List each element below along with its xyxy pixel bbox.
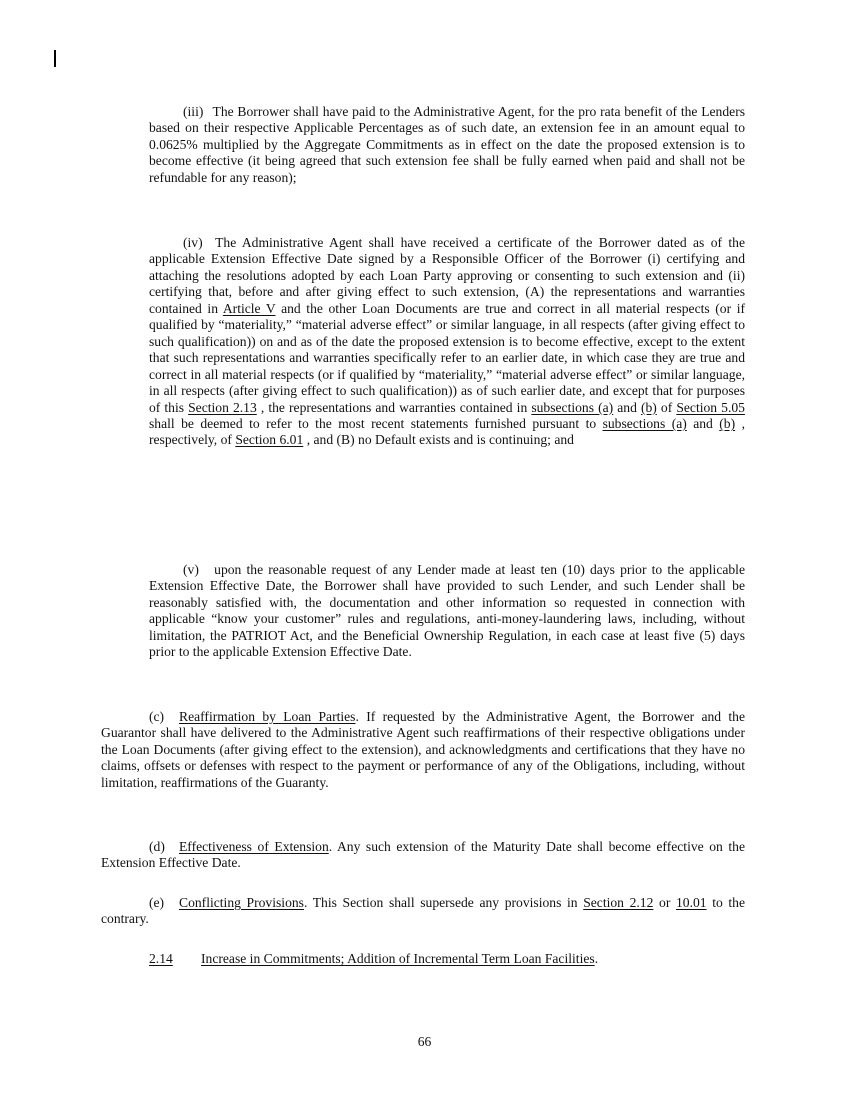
cross-reference-link[interactable]: 10.01 [675,895,707,910]
paragraph-title: Conflicting Provisions [179,895,304,910]
cross-reference-link[interactable]: Article V [222,300,276,316]
paragraph-title: Reaffirmation by Loan Parties [179,709,356,724]
paragraph-text: . Any such extension of the Maturity Date shall become effective on the Extension Effective Date. [101,839,745,871]
paragraph-text: . If requested by the Administrative Agent, the Borrower and the Guarantor shall have delivered to the Administrative Agent such reaffirmations of their respective obligations under the Loan Documents (after giving effect to the extension), and acknowledgments and certifications that they have no claims, offsets or defenses with respect to the payment or performance of any of the Obligations, including, without limitation, reaffirmations of the Guaranty. [101,709,746,790]
section-title: Increase in Commitments; Addition of Incremental Term Loan Facilities [201,951,595,966]
cross-reference-link[interactable]: subsections (a) [602,415,687,431]
revision-bar [54,50,56,67]
text-run: , the representations and warranties contained in [260,399,532,415]
text-run: and [617,399,641,415]
cross-reference-link[interactable]: Section 6.01 [235,432,304,448]
text-run: The Administrative Agent shall have received a certificate of the Borrower dated as of the applicable Extension Effective Date signed by a Responsible Officer of the Borrower (i) certifying and attaching the resolutions adopted by each Loan Party approving or consenting to such extension and (ii) certifying that, before and after giving effect to such extension, (A) the representations and warranties contained in [149,235,745,316]
text-run: shall be deemed to refer to the most recent statements furnished pursuant to [149,415,603,431]
cross-reference-link[interactable]: (b) [719,415,736,431]
cross-reference-link[interactable]: (b) [640,399,657,415]
text-run: , respectively, of [149,415,745,448]
paragraph-text: upon the reasonable request of any Lender made at least ten (10) days prior to the applicable Extension Effective Date, the Borrower shall have provided to such Lender, and such Lender shall be reasonably satisfied with, the documentation and other information so requested in connection with applicable “know your customer” rules and regulations, anti-money-laundering laws, including, without limitation, the PATRIOT Act, and the Beneficial Ownership Regulation, in each case at least five (5) days prior to the applicable Extension Effective Date. [149,562,745,660]
cross-reference-link[interactable]: Section 5.05 [676,399,745,415]
text-run: . This Section shall supersede any provisions in [303,895,584,910]
paragraph-v [149,562,745,661]
text-run: and [693,415,720,431]
paragraph-label: (e) [149,895,165,910]
paragraph-iv [149,235,745,449]
cross-reference-link[interactable]: Section 2.12 [583,895,654,910]
section-number: 2.14 [149,951,173,966]
paragraph-label: (iii) [183,104,204,119]
text-run: , and (B) no Default exists and is continuing; and [306,432,574,448]
cross-reference-link[interactable]: Section 2.13 [188,399,257,415]
text-run: of [660,399,677,415]
text-run: to the contrary. [101,895,746,927]
paragraph-d [101,839,745,872]
paragraph-label: (iv) [183,235,203,250]
paragraph-title: Effectiveness of Extension [179,839,329,854]
paragraph-label: (v) [183,562,199,577]
text-run: or [653,895,676,910]
page-number: 66 [417,1034,432,1049]
section-title-period: . [594,951,599,966]
paragraph-label: (d) [149,839,165,854]
paragraph-e [101,895,745,928]
paragraph-c [101,709,745,791]
section-heading-2-14 [149,951,598,967]
paragraph-text: The Borrower shall have paid to the Administrative Agent, for the pro rata benefit of the Lenders based on their respective Applicable Percentages as of such date, an extension fee in an amount equal to 0.0625% multiplied by the Aggregate Commitments as in effect on the date the proposed extension is to become effective (it being agreed that such extension fee shall be fully earned when paid and shall not be refundable for any reason); [149,104,746,185]
paragraph-label: (c) [149,709,165,724]
text-run: and the other Loan Documents are true and correct in all material respects (or if qualified by “materiality,” “material adverse effect” or similar language, in all respects (after giving effect to such qualification)) on and as of the date the proposed extension is to become effective, except to the extent that such representations and warranties specifically refer to an earlier date, in which case they are true and correct in all material respects (or if qualified by “materiality,” “material adverse effect” or similar language, in all respects (after giving effect to such qualification)) as of such earlier date, and except that for purposes of this [149,300,745,415]
cross-reference-link[interactable]: subsections (a) [531,399,614,415]
paragraph-iii [149,104,745,186]
